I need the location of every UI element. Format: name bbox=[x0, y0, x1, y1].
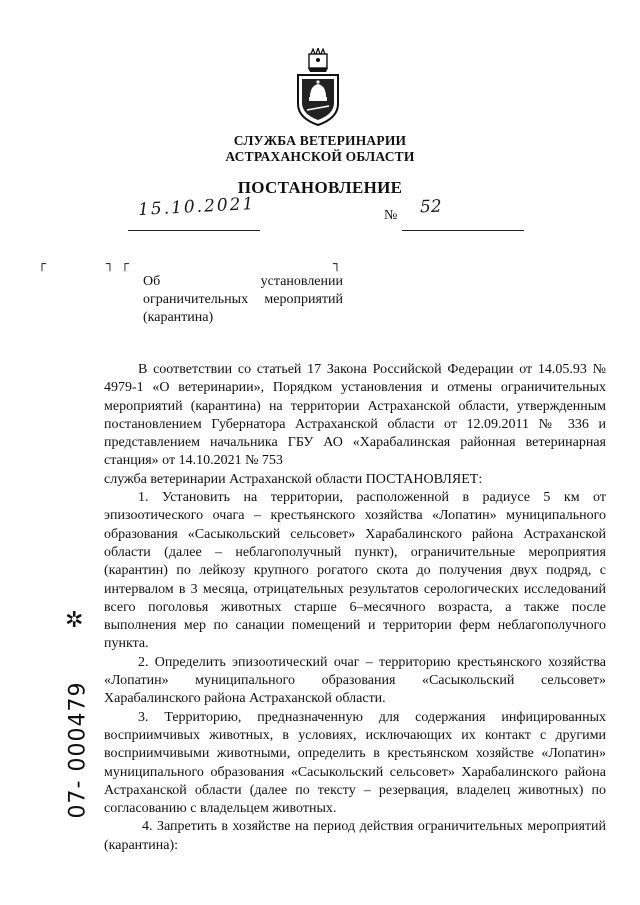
clause-3: 3. Территорию, предназначенную для содержания инфицированных восприимчивых животных, в условиях, исключающих их контакт с другими восприимчивыми животными, определить в крестьянском хозяйстве «Лопатин» муниципального образования «Сасыкольский сельсовет» Харабалинского района Астраханской области (далее по тексту – резервация, владелец животных) по согласованию с владельцем животных. bbox=[104, 709, 606, 817]
corner-bracket-left-icon: ┌ bbox=[38, 257, 46, 272]
resolves-line: служба ветеринарии Астраханской области ПОСТАНОВЛЯЕТ: bbox=[104, 471, 483, 487]
corner-bracket-left-icon: ┐ bbox=[106, 257, 114, 272]
corner-bracket-right-icon: ┐ bbox=[333, 257, 341, 272]
agency-name-line2: АСТРАХАНСКОЙ ОБЛАСТИ bbox=[225, 149, 415, 164]
agency-name-line1: СЛУЖБА ВЕТЕРИНАРИИ bbox=[233, 133, 407, 148]
preamble-paragraph: В соответствии со статьей 17 Закона Российской Федерации от 14.05.93 № 4979-1 «О ветеринарии», Порядком установления и отмены ограничительных мероприятий (карантина) на территории Астраханской области, утвержденным постановлением Губернатора Астраханской области от 12.09.2011 № 336 и представлением начальника ГБУ АО «Харабалинская районная ветеринарная станция» от 14.10.2021 № 753 bbox=[104, 362, 606, 469]
margin-mark: ✲ bbox=[65, 608, 84, 633]
document-subject: Об установлении ограничительных мероприятий (карантина) bbox=[143, 274, 343, 325]
document-date: 15.10.2021 bbox=[137, 193, 256, 221]
clause-2: 2. Определить эпизоотический очаг – территорию крестьянского хозяйства «Лопатин» муниципального образования «Сасыкольский сельсовет» Харабалинского района Астраханской области. bbox=[104, 654, 606, 707]
document-type: ПОСТАНОВЛЕНИЕ bbox=[237, 178, 403, 197]
registration-stamp bbox=[63, 681, 93, 819]
astrakhan-coat-of-arms-icon bbox=[295, 48, 341, 126]
document-number: 52 bbox=[419, 196, 442, 218]
number-sign: № bbox=[384, 208, 398, 223]
document-body bbox=[104, 361, 606, 855]
registration-stamp-text: 07- 000479 bbox=[65, 681, 91, 819]
clause-1: 1. Установить на территории, расположенной в радиусе 5 км от эпизоотического очага – крестьянского хозяйства «Лопатин» муниципального образования «Сасыкольский сельсовет» Харабалинского района Астраханской области (далее – неблагополучный пункт), ограничительные мероприятия (карантин) по лейкозу крупного рогатого скота до получения двух подряд, с интервалом в 3 месяца, отрицательных результатов серологических исследований всего поголовья животных старше 6–месячного возраста, а также после выполнения мер по санации помещений и территории ферм неблагополучного пункта. bbox=[104, 490, 606, 652]
corner-bracket-left-icon: ┌ bbox=[121, 257, 129, 272]
clause-4: 4. Запретить в хозяйстве на период действия ограничительных мероприятий (карантина): bbox=[104, 819, 606, 853]
